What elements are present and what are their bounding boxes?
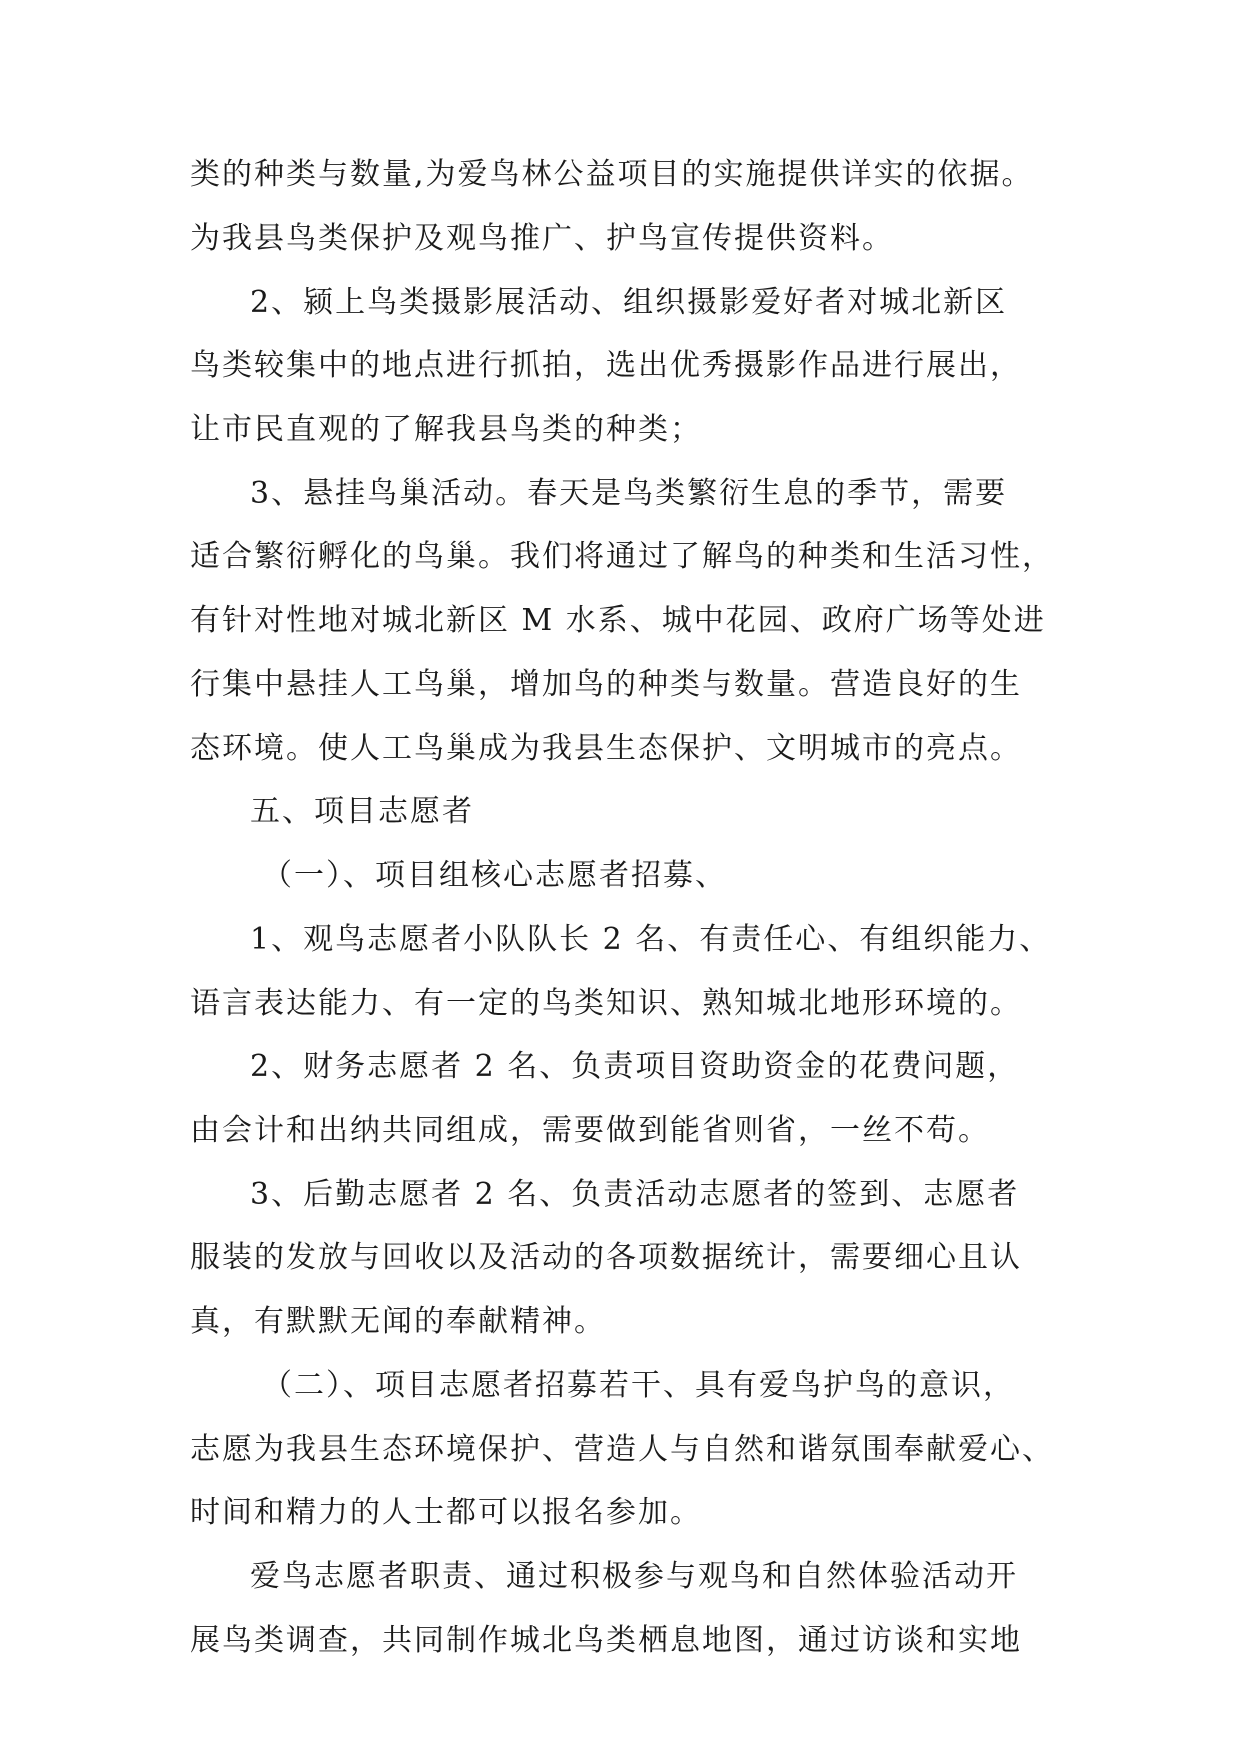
paragraph-line: 适合繁衍孵化的鸟巢。我们将通过了解鸟的种类和生活习性， [190, 539, 1054, 574]
subsection-heading: （二）、项目志愿者招募若干、具有爱鸟护鸟的意识， [262, 1368, 1015, 1403]
section-heading: 五、项目志愿者 [250, 794, 474, 829]
paragraph-line: 2、财务志愿者 2 名、负责项目资助资金的花费问题， [250, 1049, 1020, 1084]
paragraph-line: 3、悬挂鸟巢活动。春天是鸟类繁衍生息的季节，需要 [250, 476, 1008, 511]
paragraph-line: 语言表达能力、有一定的鸟类知识、熟知城北地形环境的。 [190, 986, 1022, 1021]
paragraph-line: 让市民直观的了解我县鸟类的种类； [190, 412, 702, 447]
paragraph-line: 时间和精力的人士都可以报名参加。 [190, 1495, 702, 1530]
paragraph-line: 2、颍上鸟类摄影展活动、组织摄影爱好者对城北新区 [250, 285, 1008, 320]
paragraph-line: 类的种类与数量,为爱鸟林公益项目的实施提供详实的依据。 [190, 157, 1034, 192]
paragraph-line: 服装的发放与回收以及活动的各项数据统计，需要细心且认 [190, 1240, 1022, 1275]
paragraph-line: 由会计和出纳共同组成，需要做到能省则省，一丝不苟。 [190, 1113, 990, 1148]
paragraph-line: 行集中悬挂人工鸟巢，增加鸟的种类与数量。营造良好的生 [190, 667, 1022, 702]
paragraph-line: 志愿为我县生态环境保护、营造人与自然和谐氛围奉献爱心、 [190, 1432, 1054, 1467]
subsection-heading: （一）、项目组核心志愿者招募、 [262, 858, 727, 893]
paragraph-line: 3、后勤志愿者 2 名、负责活动志愿者的签到、志愿者 [250, 1177, 1020, 1212]
paragraph-line: 真，有默默无闻的奉献精神。 [190, 1304, 606, 1339]
paragraph-line: 1、观鸟志愿者小队队长 2 名、有责任心、有组织能力、 [250, 922, 1052, 957]
paragraph-line: 展鸟类调查，共同制作城北鸟类栖息地图，通过访谈和实地 [190, 1623, 1022, 1658]
paragraph-line: 爱鸟志愿者职责、通过积极参与观鸟和自然体验活动开 [250, 1559, 1018, 1594]
paragraph-line: 为我县鸟类保护及观鸟推广、护鸟宣传提供资料。 [190, 221, 894, 256]
paragraph-line: 鸟类较集中的地点进行抓拍，选出优秀摄影作品进行展出， [190, 348, 1022, 383]
paragraph-line: 态环境。使人工鸟巢成为我县生态保护、文明城市的亮点。 [190, 731, 1022, 766]
paragraph-line: 有针对性地对城北新区 M 水系、城中花园、政府广场等处进 [190, 603, 1046, 638]
